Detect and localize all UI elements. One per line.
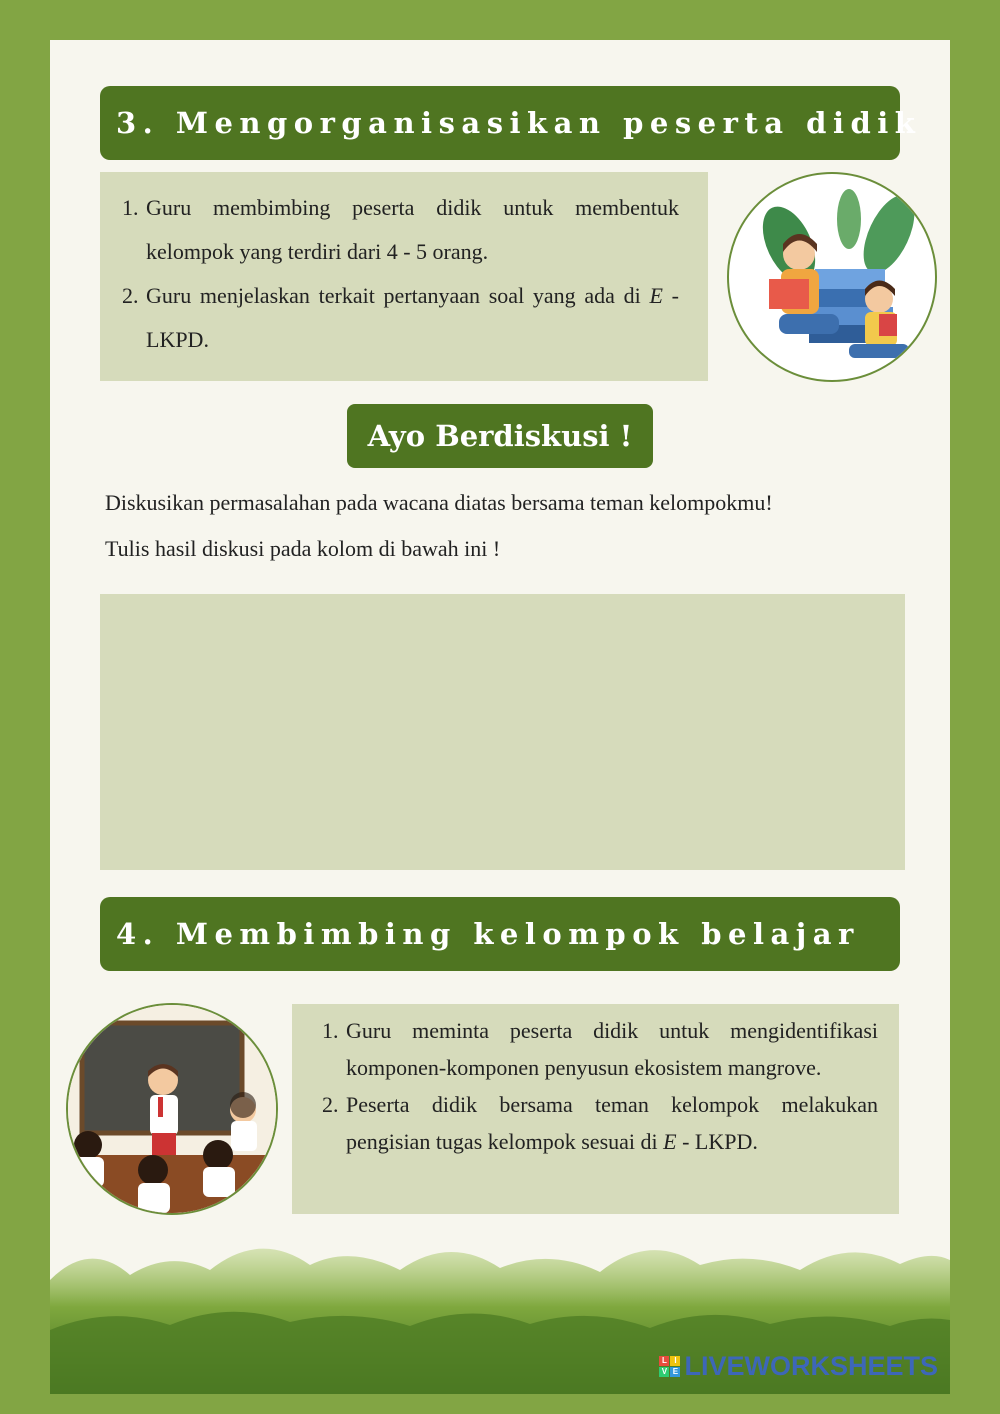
section-3-steps-box <box>100 172 708 381</box>
liveworksheets-logo <box>659 1351 938 1382</box>
discussion-instruction-1: Diskusikan permasalahan pada wacana diatas bersama teman kelompokmu! <box>105 490 773 515</box>
section-3-header <box>100 86 922 160</box>
children-reading-illustration <box>727 172 937 382</box>
worksheet-page <box>50 40 950 1394</box>
classroom-illustration <box>66 1003 278 1215</box>
liveworksheets-logo-icon: L I V E <box>659 1356 680 1377</box>
step-number: 1. <box>322 1018 339 1043</box>
step-text: Guru meminta peserta didik untuk mengidentifikasi komponen-komponen penyusun ekosistem mangrove. <box>346 1018 878 1080</box>
section-4-steps-box <box>292 1004 899 1214</box>
step-number: 2. <box>122 283 139 308</box>
section-3-steps-list <box>122 186 679 362</box>
step-number: 1. <box>122 195 139 220</box>
section-3-title: 3. Mengorganisasikan peserta didik <box>116 106 922 140</box>
step-number: 2. <box>322 1092 339 1117</box>
list-item <box>122 186 679 274</box>
list-item <box>322 1086 878 1160</box>
discussion-answer-field[interactable] <box>100 594 905 870</box>
discussion-instruction-2: Tulis hasil diskusi pada kolom di bawah ini ! <box>105 536 501 561</box>
step-text: Guru menjelaskan terkait pertanyaan soal yang ada di E - LKPD. <box>146 283 679 352</box>
list-item <box>122 274 679 362</box>
section-4-title: 4. Membimbing kelompok belajar <box>116 917 860 951</box>
list-item <box>322 1012 878 1086</box>
section-4-header <box>100 897 900 971</box>
section-4-steps-list <box>322 1012 878 1160</box>
discussion-title: Ayo Berdiskusi ! <box>347 404 653 468</box>
step-text: Guru membimbing peserta didik untuk membentuk kelompok yang terdiri dari 4 - 5 orang. <box>146 195 679 264</box>
step-text: Peserta didik bersama teman kelompok melakukan pengisian tugas kelompok sesuai di E - LKPD. <box>346 1092 878 1154</box>
liveworksheets-wordmark: LIVEWORKSHEETS <box>684 1351 938 1381</box>
